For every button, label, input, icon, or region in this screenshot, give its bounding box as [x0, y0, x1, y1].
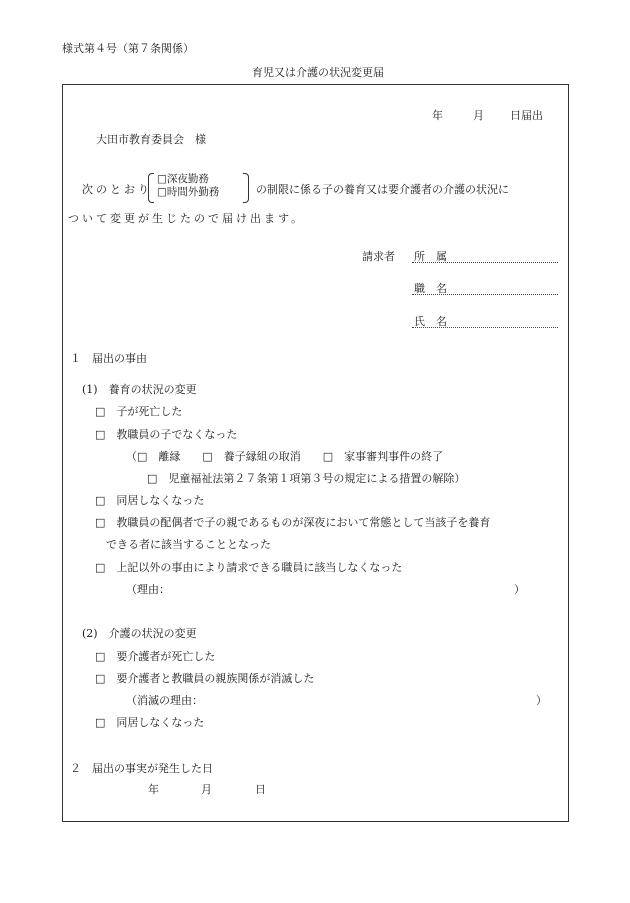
- name-label: 氏 名: [414, 315, 447, 328]
- requester-label: 請求者: [362, 250, 395, 263]
- date-month[interactable]: 月: [473, 109, 484, 122]
- option-overtime[interactable]: □時間外勤務: [157, 186, 220, 198]
- section2-heading: ２ 届出の事実が発生した日: [70, 762, 213, 775]
- spouse-can-care-line2: できる者に該当することとなった: [106, 538, 271, 551]
- reason-open: （理由：: [126, 583, 170, 596]
- no-longer-child-checkbox[interactable]: □ 教職員の子でなくなった: [95, 428, 238, 441]
- addressee: 大田市教育委員会 様: [96, 133, 206, 146]
- care-no-longer-cohabit-checkbox[interactable]: □ 同居しなくなった: [95, 716, 205, 729]
- occurrence-year[interactable]: 年: [148, 783, 159, 796]
- form-title: 育児又は介護の状況変更届: [252, 66, 384, 79]
- form-number: 様式第４号（第７条関係）: [62, 42, 194, 55]
- intro-prefix: 次のとおり: [82, 183, 152, 196]
- kinship-reason-close: ）: [536, 694, 547, 707]
- left-bracket: [148, 173, 154, 203]
- care-recipient-died-checkbox[interactable]: □ 要介護者が死亡した: [95, 650, 216, 663]
- sub2-heading: (2) 介護の状況の変更: [82, 627, 197, 640]
- kinship-ended-checkbox[interactable]: □ 要介護者と教職員の親族関係が消滅した: [95, 672, 315, 685]
- child-died-checkbox[interactable]: □ 子が死亡した: [95, 405, 183, 418]
- no-longer-child-detail2[interactable]: □ 児童福祉法第２７条第１項第３号の規定による措置の解除）: [147, 472, 466, 485]
- intro-line2: ついて変更が生じたので届け出ます。: [68, 212, 306, 225]
- occurrence-month[interactable]: 月: [201, 783, 212, 796]
- option-late-night[interactable]: □深夜勤務: [157, 173, 209, 185]
- section1-heading: １ 届出の事由: [70, 352, 147, 365]
- reason-close: ）: [514, 583, 525, 596]
- intro-suffix: の制限に係る子の養育又は要介護者の介護の状況に: [256, 183, 509, 196]
- no-longer-child-detail1[interactable]: （□ 離縁 □ 養子縁組の取消 □ 家事審判事件の終了: [126, 450, 444, 463]
- position-field[interactable]: [412, 294, 558, 295]
- affiliation-label: 所 属: [414, 250, 447, 263]
- name-field[interactable]: [412, 327, 558, 328]
- right-bracket: [243, 173, 249, 203]
- spouse-can-care-checkbox[interactable]: □ 教職員の配偶者で子の親であるものが深夜において常態として当該子を養育: [95, 516, 491, 529]
- other-reason-checkbox[interactable]: □ 上記以外の事由により請求できる職員に該当しなくなった: [95, 561, 403, 574]
- affiliation-field[interactable]: [412, 262, 558, 263]
- date-day-filed[interactable]: 日届出: [510, 109, 543, 122]
- position-label: 職 名: [414, 282, 447, 295]
- kinship-reason-open: （消滅の理由：: [126, 694, 203, 707]
- sub1-heading: (1) 養育の状況の変更: [82, 383, 197, 396]
- date-year[interactable]: 年: [432, 109, 443, 122]
- no-longer-cohabit-checkbox[interactable]: □ 同居しなくなった: [95, 494, 205, 507]
- occurrence-day[interactable]: 日: [255, 783, 266, 796]
